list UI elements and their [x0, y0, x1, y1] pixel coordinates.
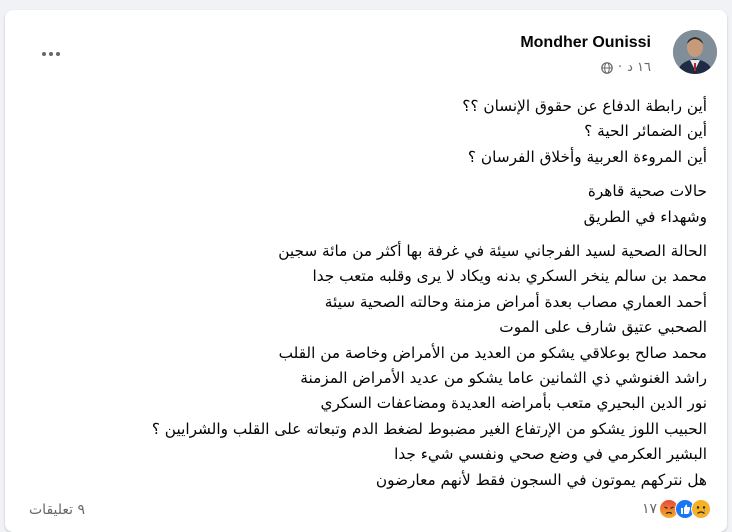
post-text	[27, 94, 707, 502]
meta-separator: ·	[617, 60, 623, 75]
post-meta	[601, 60, 651, 75]
paragraph	[27, 239, 707, 493]
avatar-image	[673, 30, 717, 74]
text-line: أين الضمائر الحية ؟	[584, 122, 707, 141]
text-line: محمد بن سالم ينخر السكري بدنه ويكاد لا يرى وقلبه متعب جدا	[312, 267, 707, 286]
text-line: راشد الغنوشي ذي الثمانين عاما يشكو من عديد الأمراض المزمنة	[300, 369, 707, 388]
dot	[56, 52, 60, 56]
post-card	[5, 10, 727, 532]
text-line: هل نتركهم يموتون في السجون فقط لأنهم معارضون	[375, 470, 707, 489]
text-line: أحمد العماري مصاب بعدة أمراض مزمنة وحالته الصحية سيئة	[324, 292, 707, 311]
post-time[interactable]: ١٦ د	[627, 60, 651, 75]
text-line: محمد صالح بوعلاقي يشكو من العديد من الأمراض وخاصة من القلب	[278, 343, 707, 362]
dot	[42, 52, 46, 56]
text-line: أين رابطة الدفاع عن حقوق الإنسان ؟؟	[462, 97, 707, 115]
text-line: نور الدين البحيري متعب بأمراضه العديدة ومضاعفات السكري	[320, 394, 707, 413]
reaction-icons	[663, 499, 711, 519]
text-line: الحبيب اللوز يشكو من الإرتفاع الغير مضبوط لضغط الدم وتبعاته على القلب والشرايين ؟	[151, 419, 707, 438]
text-line: الصحبي عتيق شارف على الموت	[499, 318, 707, 337]
sad-icon	[691, 499, 711, 519]
paragraph	[27, 179, 707, 230]
comments-count[interactable]: ٩ تعليقات	[29, 502, 86, 518]
globe-icon[interactable]	[601, 62, 613, 74]
reaction-count[interactable]: ١٧	[641, 501, 657, 517]
reactions-summary[interactable]	[642, 499, 711, 519]
author-avatar[interactable]	[673, 30, 717, 74]
more-options-button[interactable]	[37, 40, 65, 68]
paragraph	[27, 94, 707, 170]
text-line: البشير العكرمي في وضع صحي ونفسي شيء جدا	[394, 445, 707, 464]
text-line: حالات صحية قاهرة	[587, 182, 707, 201]
text-line: أين المروءة العربية وأخلاق الفرسان ؟	[467, 147, 707, 166]
text-line: وشهداء في الطريق	[583, 207, 707, 226]
author-name[interactable]: Mondher Ounissi	[520, 34, 651, 51]
text-line: الحالة الصحية لسيد الفرجاني سيئة في غرفة بها أكثر من مائة سجين	[278, 242, 707, 261]
dot	[49, 52, 53, 56]
